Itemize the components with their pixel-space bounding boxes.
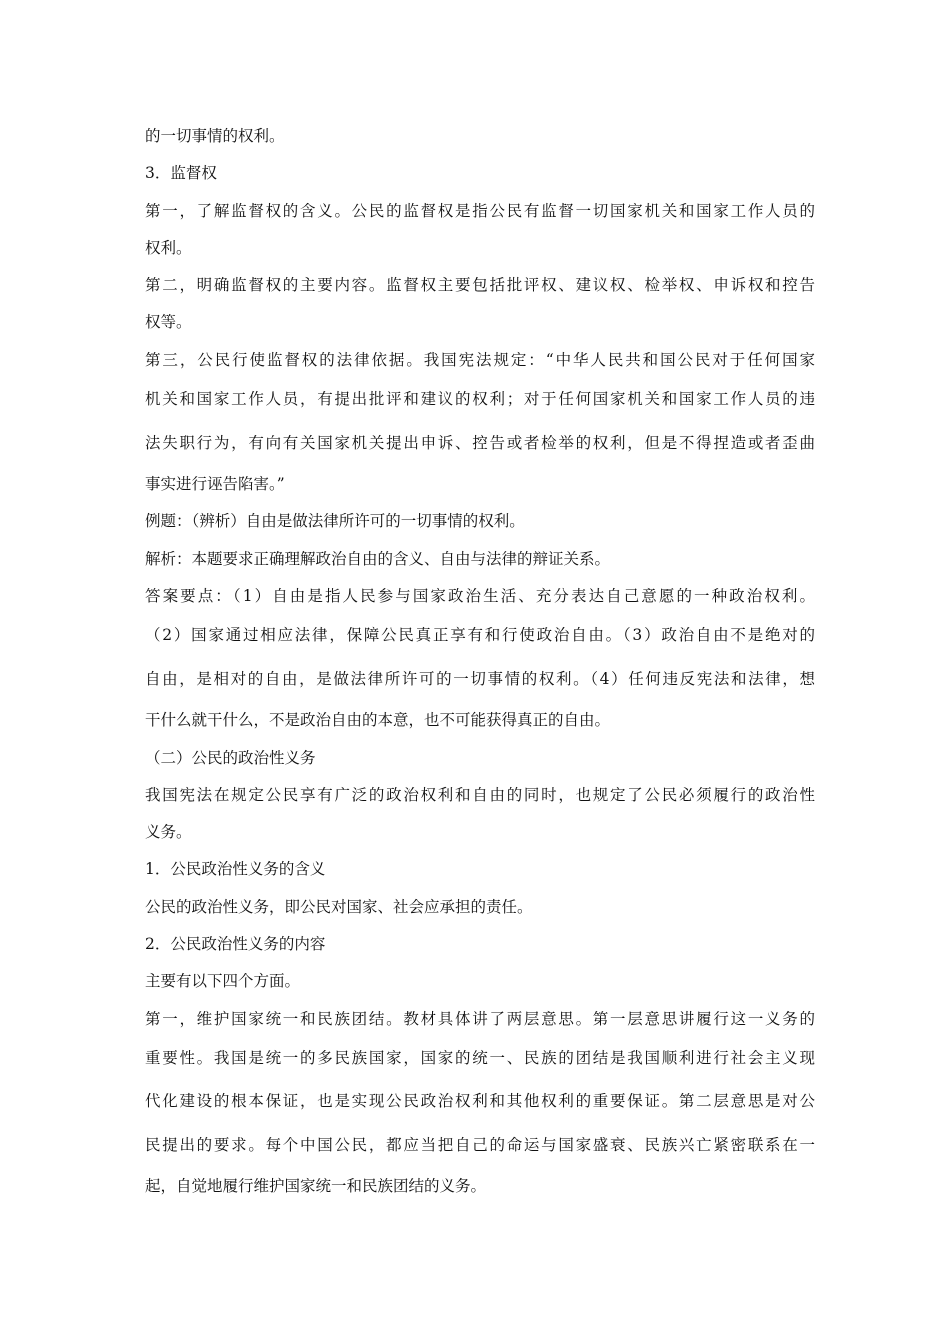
text-line: 事实进行诬告陷害。”: [145, 475, 285, 494]
text-line: 权利。: [145, 238, 192, 257]
text-line: 法失职行为，有向有关国家机关提出申诉、控告或者检举的权利，但是不得捏造或者歪曲: [145, 433, 815, 452]
text-line: 自由，是相对的自由，是做法律所许可的一切事情的权利。（4）任何违反宪法和法律，想: [145, 669, 815, 688]
text-line: 公民的政治性义务，即公民对国家、社会应承担的责任。: [145, 897, 533, 916]
text-line: 机关和国家工作人员，有提出批评和建议的权利；对于任何国家机关和国家工作人员的违: [145, 390, 815, 409]
text-line: 我国宪法在规定公民享有广泛的政治权利和自由的同时，也规定了公民必须履行的政治性: [145, 785, 815, 804]
section-heading: 2．公民政治性义务的内容: [145, 935, 326, 954]
text-line: 第三，公民行使监督权的法律依据。我国宪法规定：“中华人民共和国公民对于任何国家: [145, 350, 815, 369]
text-line: 主要有以下四个方面。: [145, 972, 301, 991]
example-line: 例题：（辨析）自由是做法律所许可的一切事情的权利。: [145, 512, 525, 531]
text-line: 起，自觉地履行维护国家统一和民族团结的义务。: [145, 1177, 487, 1196]
text-line: 干什么就干什么，不是政治自由的本意，也不可能获得真正的自由。: [145, 711, 611, 730]
text-line: 的一切事情的权利。: [145, 127, 285, 145]
text-line: （2）国家通过相应法律，保障公民真正享有和行使政治自由。（3）政治自由不是绝对的: [145, 626, 815, 645]
text-line: 义务。: [145, 823, 192, 842]
section-heading: 3．监督权: [145, 164, 217, 183]
text-line: 重要性。我国是统一的多民族国家，国家的统一、民族的团结是我国顺利进行社会主义现: [145, 1048, 815, 1067]
analysis-line: 解析：本题要求正确理解政治自由的含义、自由与法律的辩证关系。: [145, 549, 611, 568]
text-line: 代化建设的根本保证，也是实现公民政治权利和其他权利的重要保证。第二层意思是对公: [145, 1092, 815, 1111]
text-line: 权等。: [145, 313, 192, 332]
section-heading: （二）公民的政治性义务: [145, 748, 316, 767]
answer-line: 答案要点：（1）自由是指人民参与国家政治生活、充分表达自己意愿的一种政治权利。: [145, 586, 815, 605]
section-heading: 1．公民政治性义务的含义: [145, 860, 326, 879]
text-line: 第一，了解监督权的含义。公民的监督权是指公民有监督一切国家机关和国家工作人员的: [145, 201, 815, 220]
text-line: 第二，明确监督权的主要内容。监督权主要包括批评权、建议权、检举权、申诉权和控告: [145, 276, 815, 295]
body-text: [145, 118, 815, 1206]
text-line: 民提出的要求。每个中国公民，都应当把自己的命运与国家盛衰、民族兴亡紧密联系在一: [145, 1135, 815, 1154]
text-line: 第一，维护国家统一和民族团结。教材具体讲了两层意思。第一层意思讲履行这一义务的: [145, 1009, 815, 1028]
